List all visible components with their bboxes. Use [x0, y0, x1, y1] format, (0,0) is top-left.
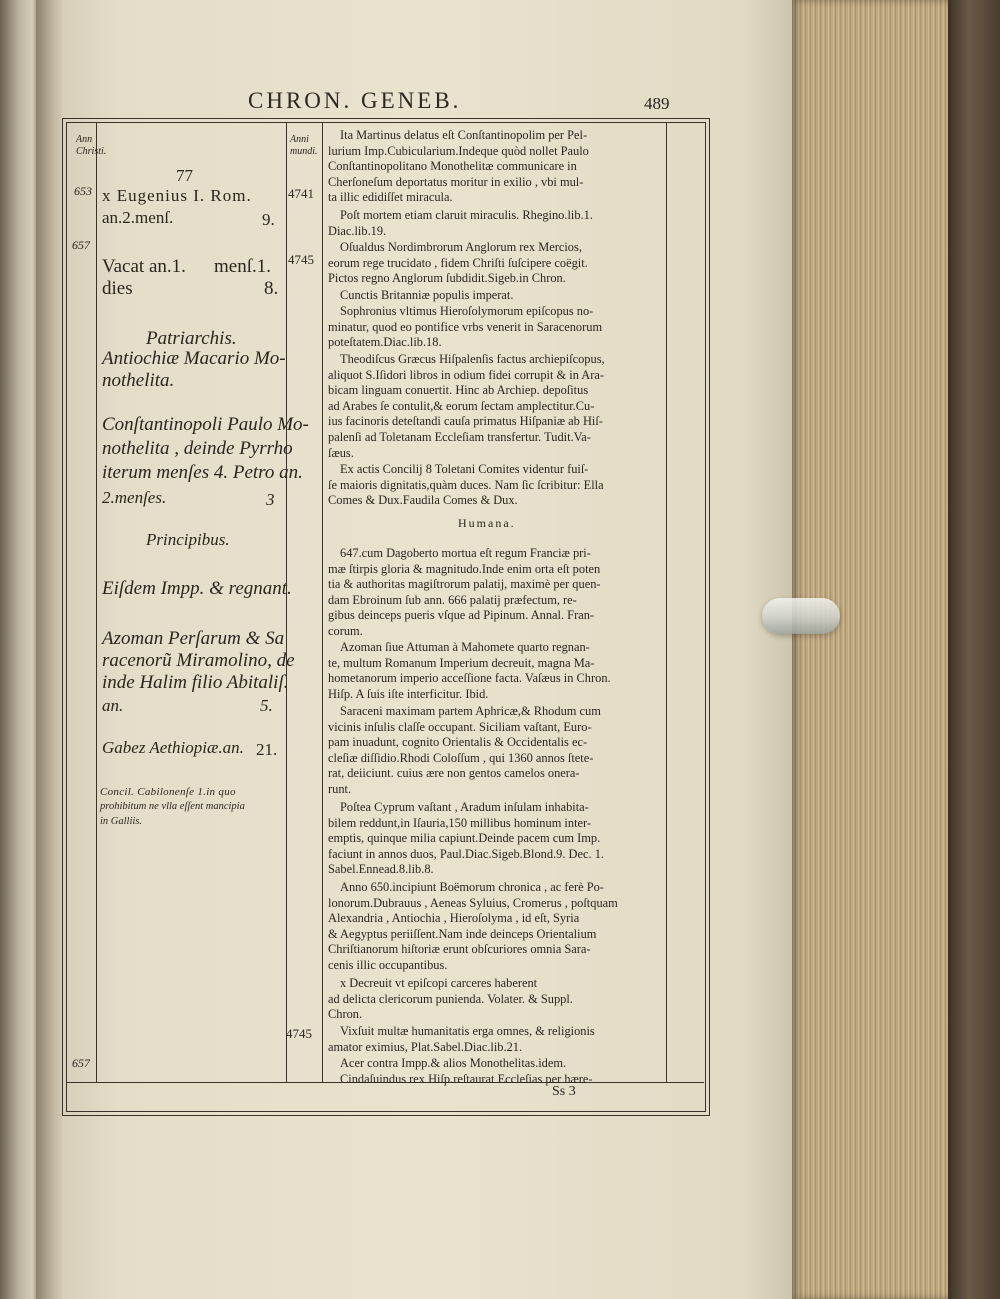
text-line: hometanorum imperio acceſſione facta. Vaſæus in Chron. — [328, 671, 611, 686]
text-line: Anno 650.incipiunt Boëmorum chronica , ac ferè Po- — [340, 880, 604, 894]
text-line: Ex actis Concilij 8 Toletani Comites videntur fuiſ- — [340, 462, 589, 476]
paragraph — [328, 288, 664, 304]
gabez-line: Gabez Aethiopiæ.an. — [102, 738, 244, 757]
text-line: palenſi ad Toletanam Eccleſiam transfertur. Tudit.Va- — [328, 429, 591, 444]
paragraph — [328, 1072, 664, 1088]
text-line: Sabel.Ennead.8.lib.8. — [328, 862, 434, 877]
text-line: Cunctis Britanniæ populis imperat. — [340, 288, 514, 302]
const-line: nothelita , deinde Pyrrho — [102, 438, 293, 459]
text-line: ad delicta clericorum punienda. Volater. & Suppl. — [328, 991, 573, 1006]
text-line: Diac.lib.19. — [328, 223, 387, 238]
running-header: CHRON. GENEB. — [248, 88, 462, 113]
pope-number: 77 — [176, 166, 193, 185]
text-line: poteſtatem.Diac.lib.18. — [328, 335, 442, 350]
paragraph — [328, 240, 664, 287]
text-line: rat, deiiciunt. cuius ære non gentos camelos onera- — [328, 766, 580, 781]
paragraph — [328, 304, 664, 351]
mundi-year: 4745 — [288, 252, 314, 267]
text-line: lurium Imp.Cubicularium.Indeque quòd nollet Paulo — [328, 143, 589, 158]
patriarchis-heading: Patriarchis. — [146, 328, 237, 349]
column-rule-mundi — [322, 122, 323, 1082]
text-line: Pictos regno Anglorum ſubdidit.Sigeb.in Chron. — [328, 271, 566, 286]
text-line: mæ ſtirpis gloria & magnitudo.Inde enim orta eſt poten — [328, 561, 601, 576]
text-line: Acer contra Impp.& alios Monothelitas.idem. — [340, 1056, 567, 1070]
text-line: Oſualdus Nordimbrorum Anglorum rex Mercios, — [340, 240, 582, 254]
christi-year: 657 — [72, 238, 90, 252]
paragraph — [328, 352, 664, 461]
text-line: Conſtantinopolitano Monothelitæ communicare in — [328, 159, 577, 174]
christi-year: 653 — [74, 184, 92, 198]
christi-year: 657 — [72, 1056, 90, 1070]
book-cover — [948, 0, 1000, 1299]
text-line: Hiſp. A ſuis iſte interficitur. Ibid. — [328, 686, 489, 701]
paragraph — [328, 704, 664, 798]
paragraph — [328, 128, 664, 206]
anni-christi-label: Ann Christi. — [76, 134, 107, 157]
paragraph — [328, 976, 664, 1023]
text-line: & Aegyptus periiſſent.Nam inde deinceps Orientalium — [328, 926, 597, 941]
text-line: faciunt in annos duos, Paul.Diac.Sigeb.Blond.9. Dec. 1. — [328, 846, 604, 861]
vacat-line: dies — [102, 278, 133, 299]
text-line: aliquot S.Iſidori libros in odium fidei corrupit & in Ara- — [328, 367, 604, 382]
column-rule-sidebar — [286, 122, 287, 1082]
text-line: amator eximius, Plat.Sabel.Diac.lib.21. — [328, 1039, 523, 1054]
text-line: vicinis inſulis claſſe occupant. Siciliam vaſtant, Euro- — [328, 719, 592, 734]
text-line: dam Ebroinum ſub ann. 666 palatij præfectum, re- — [328, 592, 577, 607]
text-line: Ita Martinus delatus eſt Conſtantinopolim per Pel- — [340, 128, 588, 142]
paragraph — [328, 880, 664, 974]
paragraph — [328, 1056, 664, 1072]
column-rule-christi — [96, 122, 97, 1082]
mundi-year: 4745 — [286, 1026, 312, 1041]
anni-mundi-label: Anni mundi. — [290, 134, 318, 157]
pope-line-number: 9. — [262, 210, 275, 229]
text-line: Theodiſcus Græcus Hiſpalenſis factus archiepiſcopus, — [340, 352, 605, 366]
antioch-line: nothelita. — [102, 370, 175, 391]
text-line: ſæus. — [328, 445, 354, 460]
text-line: Azoman ſiue Attuman à Mahomete quarto regnan- — [340, 640, 590, 654]
text-line: Cindaſuindus rex Hiſp.reſtaurat Eccleſias per hære- — [340, 1072, 593, 1086]
paragraph — [328, 800, 664, 878]
text-line: emptis, quinque milia capiunt.Deinde pacem cum Imp. — [328, 831, 601, 846]
paragraph — [328, 1024, 664, 1055]
pope-line: x Eugenius I. Rom. — [102, 186, 252, 205]
text-line: lonorum.Dubrauus , Aeneas Syluius, Cromerus , poſtquam — [328, 895, 618, 910]
text-line: ſe maioris dignitatis,quàm duces. Nam ſic ſcribitur: Ella — [328, 477, 604, 492]
paragraph — [328, 208, 664, 239]
text-line: Saraceni maximam partem Aphricæ,& Rhodum cum — [340, 704, 601, 718]
signature-mark: Ss 3 — [552, 1084, 576, 1099]
text-line: Comes & Dux.Faudila Comes & Dux. — [328, 493, 518, 508]
text-line: runt. — [328, 781, 352, 796]
text-line: Alexandria , Antiochia , Hieroſolyma , id eſt, Syria — [328, 911, 580, 926]
azoman-line: inde Halim filio Abitaliſ. — [102, 672, 289, 693]
text-line: ad Arabes ſe contulit,& eorum ſectam amplectitur.Cu- — [328, 398, 595, 413]
page-block-edges — [792, 0, 952, 1299]
azoman-line-number: 5. — [260, 696, 273, 715]
vacat-line: Vacat an.1. — [102, 256, 186, 277]
paragraph — [328, 462, 664, 509]
plastic-page-marker — [762, 598, 840, 634]
pope-line: an.2.menſ. — [102, 208, 174, 227]
text-line: te, multum Romanum Imperium decreuit, magna Ma- — [328, 655, 595, 670]
const-line: 2.menſes. — [102, 488, 167, 507]
azoman-line: Azoman Perſarum & Sa — [102, 628, 285, 649]
concil-line: prohibitum ne vlla eſſent mancipia — [100, 801, 245, 812]
text-line: cleſiæ diſſidio.Rhodi Coloſſum , qui 1360 annos ſtete- — [328, 750, 594, 765]
const-line: iterum menſes 4. Petro an. — [102, 462, 303, 483]
vacat-line: 8. — [264, 278, 279, 299]
text-line: Chron. — [328, 1007, 363, 1022]
section-heading-humana: Humana. — [458, 516, 516, 530]
left-page-edge — [0, 0, 40, 1299]
paragraph — [328, 546, 664, 640]
text-line: Vixſuit multæ humanitatis erga omnes, & religionis — [340, 1024, 595, 1038]
text-line: Chriſtianorum hiſtoriæ erunt obſcuriores omnia Sara- — [328, 942, 591, 957]
text-line: bilem reddunt,in Iſauria,150 millibus hominum inter- — [328, 815, 592, 830]
page-number: 489 — [644, 94, 670, 113]
text-line: eorum rege trucidato , fidem Chriſti ſuſcipere coëgit. — [328, 255, 588, 270]
text-line: 647.cum Dagoberto mortua eſt regum Franciæ pri- — [340, 546, 591, 560]
text-line: Poſt mortem etiam claruit miraculis. Rhegino.lib.1. — [340, 208, 593, 222]
concil-line: in Galliis. — [100, 816, 143, 827]
text-line: cenis illic occupantibus. — [328, 957, 448, 972]
text-line: Cherſoneſum deportatus moritur in exilio , vbi mul- — [328, 174, 584, 189]
text-line: Poſtea Cyprum vaſtant , Aradum inſulam inhabita- — [340, 800, 589, 814]
text-line: bicam linguam conuertit. Hinc ab Archiep. depoſitus — [328, 383, 589, 398]
text-line: Sophronius vltimus Hieroſolymorum epiſcopus no- — [340, 304, 594, 318]
const-line: Conſtantinopoli Paulo Mo- — [102, 414, 309, 435]
mundi-year: 4741 — [288, 186, 314, 201]
gabez-number: 21. — [256, 740, 278, 759]
text-line: ta illic edidiſſet miracula. — [328, 190, 453, 205]
azoman-line: an. — [102, 696, 124, 715]
eisdem-line: Eiſdem Impp. & regnant. — [102, 578, 292, 599]
antioch-line: Antiochiæ Macario Mo- — [102, 348, 286, 369]
text-line: gibus deinceps pueris vſque ad Pipinum. Annal. Fran- — [328, 608, 595, 623]
text-line: ius facinoris deteſtandi cauſa primatus Hiſpaniæ ab Hiſ- — [328, 414, 603, 429]
vacat-line: menſ.1. — [214, 256, 271, 277]
text-line: minatur, quod eo pontifice vrbs venerit in Saracenorum — [328, 319, 603, 334]
text-line: tia & authoritas magiſtrorum palatij, maximè per quen- — [328, 577, 601, 592]
const-line-number: 3 — [266, 490, 275, 509]
text-line: corum. — [328, 623, 363, 638]
text-line: pam inuadunt, cognito Orientalis & Occidentalis ec- — [328, 735, 588, 750]
text-line: x Decreuit vt epiſcopi carceres haberent — [340, 976, 538, 990]
paragraph — [328, 640, 664, 702]
concil-line: Concil. Cabilonenſe 1.in quo — [100, 786, 236, 798]
principibus-heading: Principibus. — [146, 530, 230, 549]
azoman-line: racenorũ Miramolino, de — [102, 650, 295, 671]
column-rule-main — [666, 122, 667, 1082]
